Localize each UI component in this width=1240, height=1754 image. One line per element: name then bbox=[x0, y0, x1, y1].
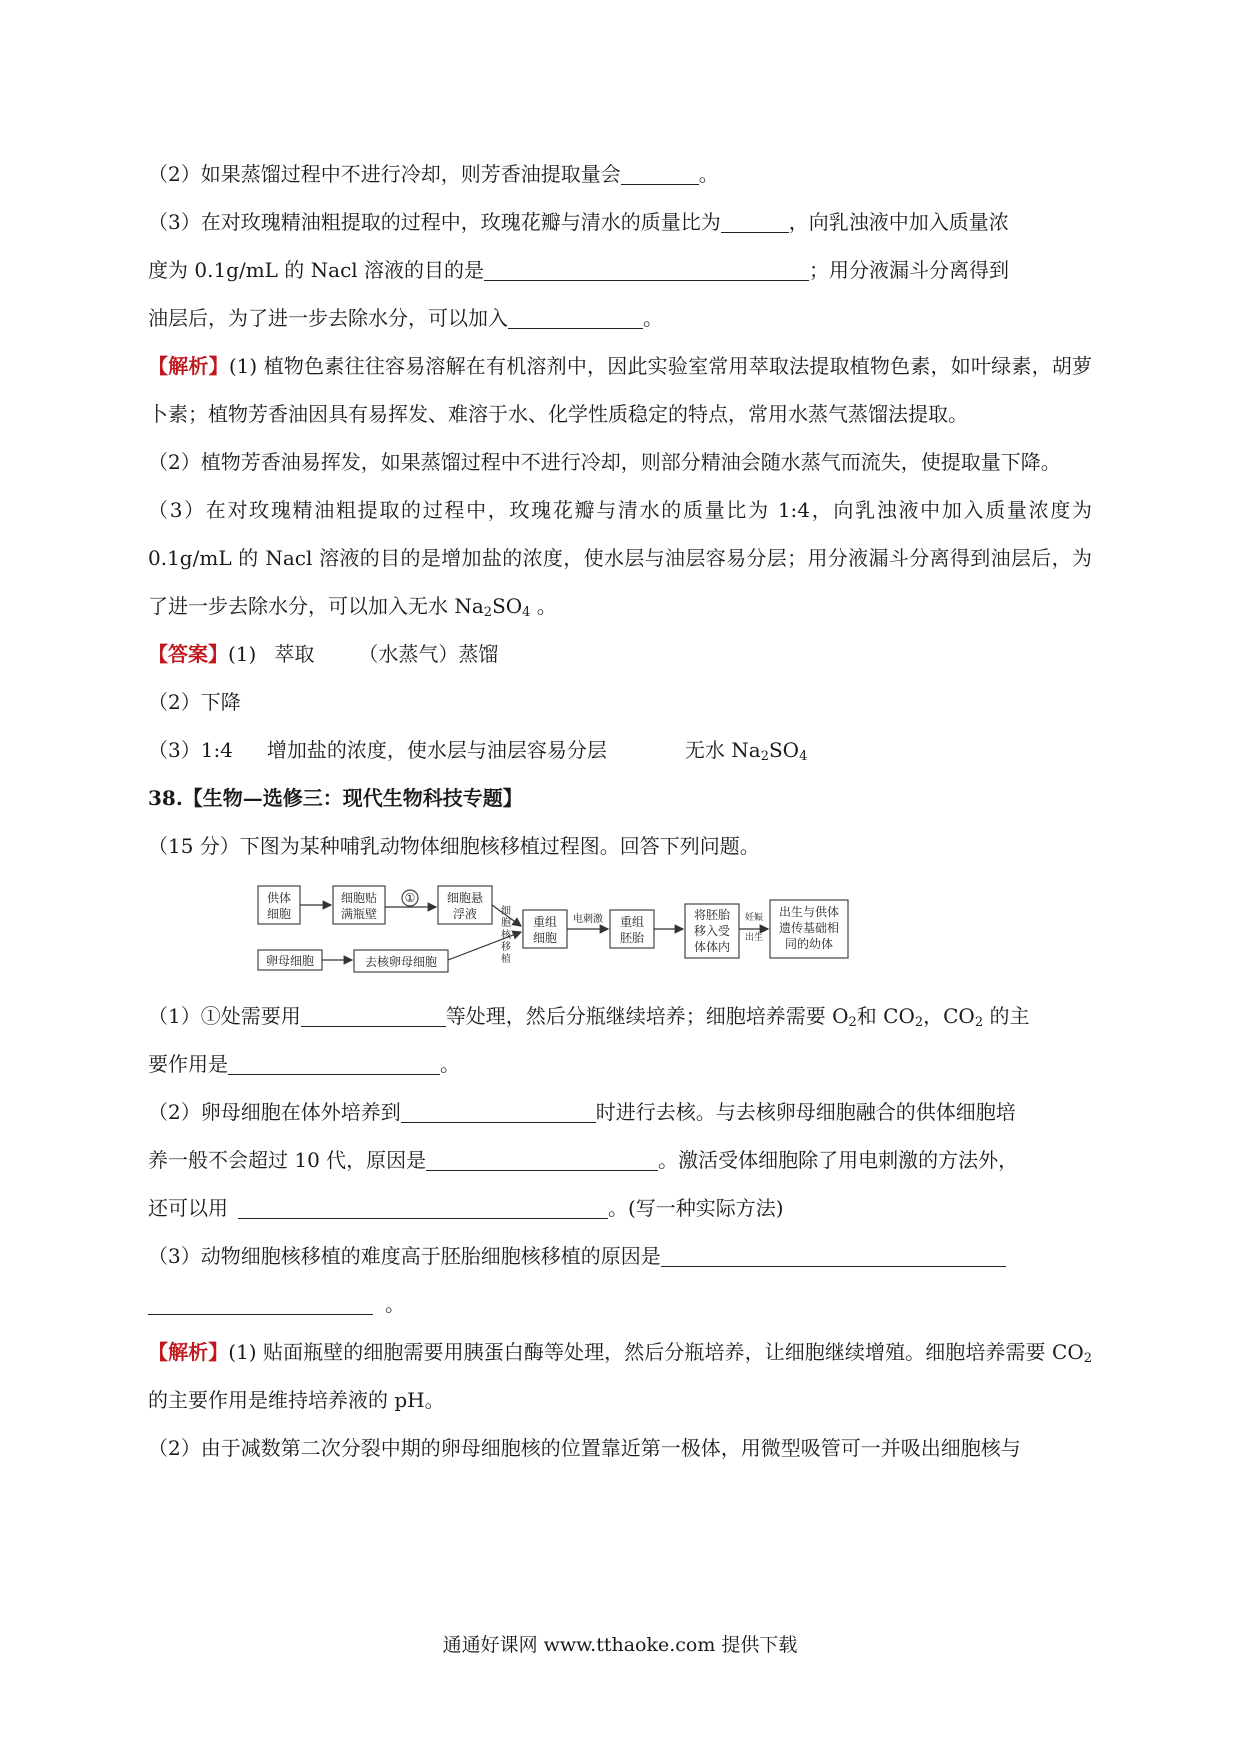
diagram-label: 胞 bbox=[501, 918, 511, 929]
analysis-tag: 【解析】 bbox=[148, 1340, 229, 1364]
analysis-text: （3）在对玫瑰精油粗提取的过程中，玫瑰花瓣与清水的质量比为 1:4，向乳浊液中加入质量浓度为 0.1g/mL 的 Nacl 溶液的目的是增加盐的浓度，使水层与油层容易分层；用分液漏斗分离得到油层后，为了进一步去除水分，可以加入无水 Na bbox=[148, 498, 1092, 618]
answer-value: （水蒸气）蒸馏 bbox=[358, 642, 499, 666]
subscript: 2 bbox=[1083, 1351, 1092, 1366]
subscript: 4 bbox=[799, 749, 808, 764]
q38-item1-line2-prefix: 要作用是 bbox=[148, 1052, 228, 1076]
diagram-label: 移入受 bbox=[693, 924, 731, 938]
q37-item3-line2-suffix: ；用分液漏斗分离得到 bbox=[809, 258, 1010, 282]
diagram-label: 细胞 bbox=[266, 907, 292, 921]
answer-blank[interactable] bbox=[148, 1292, 373, 1315]
diagram-label: 遗传基础相 bbox=[778, 921, 840, 935]
analysis-text: SO bbox=[492, 594, 523, 618]
diagram-label: 重组 bbox=[619, 915, 645, 929]
page-footer: 通通好课网 www.tthaoke.com 提供下载 bbox=[442, 1634, 798, 1656]
diagram-label: 胚胎 bbox=[619, 931, 645, 945]
question-heading: 【生物—选修三：现代生物科技专题】 bbox=[182, 786, 523, 810]
diagram-label: 核 bbox=[501, 930, 511, 941]
answer-value: SO bbox=[768, 738, 800, 762]
q37-item3 bbox=[148, 198, 1092, 342]
q38-item2-line2-prefix: 养一般不会超过 10 代，原因是 bbox=[148, 1148, 427, 1172]
answer-label: （3）1:4 bbox=[148, 738, 233, 762]
answer-blank[interactable] bbox=[661, 1244, 1006, 1267]
analysis-text: 。 bbox=[530, 594, 557, 618]
q38-analysis-p2: （2）由于减数第二次分裂中期的卵母细胞核的位置靠近第一极体，用微型吸管可一并吸出细胞核与 bbox=[148, 1436, 1021, 1460]
diagram-label: 出生 bbox=[744, 933, 764, 943]
analysis-tag: 【解析】 bbox=[148, 354, 229, 378]
q38-item1-text: 的主 bbox=[983, 1004, 1030, 1028]
q37-item3-line1-suffix: ，向乳浊液中加入质量浓 bbox=[788, 210, 1009, 234]
subscript: 4 bbox=[522, 605, 531, 620]
diagram-label: 细胞悬 bbox=[446, 891, 484, 905]
q37-analysis-p1 bbox=[148, 342, 1092, 438]
q38-analysis-p1 bbox=[148, 1328, 1092, 1424]
diagram-label: 妊娠 bbox=[744, 913, 764, 923]
diagram-label: 供体 bbox=[266, 891, 292, 905]
q38-intro: （15 分）下图为某种哺乳动物体细胞核移植过程图。回答下列问题。 bbox=[148, 834, 760, 858]
answer-blank[interactable] bbox=[484, 258, 809, 281]
diagram-label: 电刺激 bbox=[573, 914, 603, 925]
diagram-label: 将胚胎 bbox=[693, 908, 731, 922]
diagram-label: 重组 bbox=[532, 915, 558, 929]
diagram-label: ① bbox=[404, 891, 416, 905]
q37-analysis-p2: （2）植物芳香油易挥发，如果蒸馏过程中不进行冷却，则部分精油会随水蒸气而流失，使提取量下降。 bbox=[148, 450, 1061, 474]
q38-item2-suffix: 时进行去核。与去核卵母细胞融合的供体细胞培 bbox=[595, 1100, 1016, 1124]
answer-blank[interactable] bbox=[401, 1100, 596, 1123]
diagram-label: 细胞贴 bbox=[340, 891, 378, 905]
subscript: 2 bbox=[974, 1015, 984, 1030]
subscript: 2 bbox=[914, 1015, 924, 1030]
answer-blank[interactable] bbox=[301, 1004, 446, 1027]
q37-analysis-p3 bbox=[148, 486, 1092, 630]
q38-heading bbox=[148, 774, 1092, 822]
answer-value: 无水 Na bbox=[684, 738, 761, 762]
q37-item3-line2-prefix: 度为 0.1g/mL 的 Nacl 溶液的目的是 bbox=[148, 258, 485, 282]
q37-answer-3 bbox=[148, 726, 1092, 774]
diagram-label: 移 bbox=[501, 942, 511, 953]
diagram-label: 细 bbox=[501, 906, 511, 917]
diagram-label: 去核卵母细胞 bbox=[364, 955, 438, 969]
diagram-label: 出生与供体 bbox=[778, 905, 840, 919]
answer-label: (1) bbox=[228, 642, 257, 666]
answer-blank[interactable] bbox=[228, 1052, 440, 1075]
q38-item1 bbox=[148, 992, 1092, 1088]
q38-item1-text: 和 CO bbox=[856, 1004, 915, 1028]
answer-value: 萃取 bbox=[274, 642, 315, 666]
q37-item3-line3-prefix: 油层后，为了进一步去除水分，可以加入 bbox=[148, 306, 508, 330]
q37-answer-2: （2）下降 bbox=[148, 690, 241, 714]
q38-item1-text: ，CO bbox=[923, 1004, 975, 1028]
diagram-label: 同的幼体 bbox=[784, 937, 834, 951]
q38-item1-line2-suffix: 。 bbox=[440, 1052, 460, 1076]
q37-answer-1 bbox=[148, 630, 1092, 678]
diagram-label: 满瓶壁 bbox=[340, 907, 378, 921]
diagram-label: 浮液 bbox=[452, 907, 478, 921]
answer-blank[interactable] bbox=[238, 1196, 608, 1219]
q37-item3-line1-prefix: （3）在对玫瑰精油粗提取的过程中，玫瑰花瓣与清水的质量比为 bbox=[148, 210, 721, 234]
q38-item2-prefix: （2）卵母细胞在体外培养到 bbox=[148, 1100, 401, 1124]
q38-item2-line3-prefix: 还可以用 bbox=[148, 1196, 228, 1220]
document-page bbox=[148, 150, 1092, 1472]
q37-item2-suffix: 。 bbox=[698, 162, 719, 186]
q37-item2-prefix: （2）如果蒸馏过程中不进行冷却，则芳香油提取量会 bbox=[148, 162, 621, 186]
q37-item2 bbox=[148, 150, 1092, 198]
q38-item1-text: 等处理，然后分瓶继续培养；细胞培养需要 O bbox=[445, 1004, 849, 1028]
q38-item1-prefix: （1）①处需要用 bbox=[148, 1004, 301, 1028]
subscript: 2 bbox=[848, 1015, 857, 1030]
answer-blank[interactable] bbox=[621, 162, 699, 185]
answer-blank[interactable] bbox=[508, 306, 643, 329]
answer-blank[interactable] bbox=[426, 1148, 658, 1171]
q37-item3-line3-suffix: 。 bbox=[643, 306, 663, 330]
q38-item2-line3-suffix: 。(写一种实际方法) bbox=[608, 1196, 784, 1220]
q38-item3-prefix: （3）动物细胞核移植的难度高于胚胎细胞核移植的原因是 bbox=[148, 1244, 661, 1268]
question-number: 38. bbox=[148, 786, 183, 810]
diagram-label: 细胞 bbox=[532, 931, 558, 945]
q38-item2 bbox=[148, 1088, 1092, 1232]
analysis-text: (1) 贴面瓶壁的细胞需要用胰蛋白酶等处理，然后分瓶培养，让细胞继续增殖。细胞培养需要 CO bbox=[228, 1340, 1084, 1364]
answer-value: 增加盐的浓度，使水层与油层容易分层 bbox=[266, 738, 607, 762]
diagram-label: 体体内 bbox=[693, 940, 731, 954]
answer-blank[interactable] bbox=[721, 210, 789, 233]
diagram-label: 卵母细胞 bbox=[265, 954, 315, 968]
subscript: 2 bbox=[760, 749, 769, 764]
answer-tag: 【答案】 bbox=[148, 642, 228, 666]
analysis-text: (1) 植物色素往往容易溶解在有机溶剂中，因此实验室常用萃取法提取植物色素，如叶绿素，胡萝卜素；植物芳香油因具有易挥发、难溶于水、化学性质稳定的特点，常用水蒸气蒸馏法提取。 bbox=[148, 354, 1092, 426]
q38-item3 bbox=[148, 1232, 1092, 1328]
q38-item2-line2-suffix: 。激活受体细胞除了用电刺激的方法外， bbox=[658, 1148, 1019, 1172]
analysis-text: 的主要作用是维持培养液的 pH。 bbox=[148, 1388, 445, 1412]
diagram-label: 植 bbox=[501, 954, 511, 965]
subscript: 2 bbox=[483, 605, 493, 620]
diagram-svg bbox=[148, 876, 1092, 986]
nuclear-transfer-diagram bbox=[148, 876, 1092, 986]
q38-item3-suffix: 。 bbox=[385, 1292, 405, 1316]
